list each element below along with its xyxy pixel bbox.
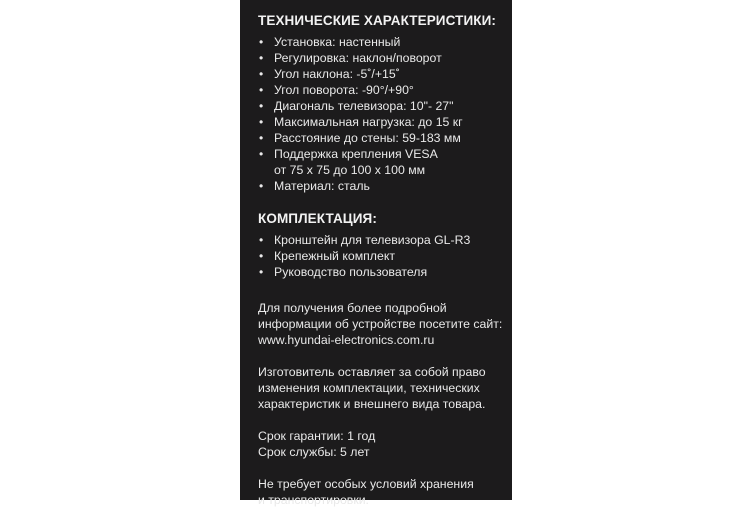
list-item	[258, 178, 512, 194]
service-life: Срок службы: 5 лет	[258, 445, 370, 459]
list-item	[258, 98, 512, 114]
spec-wall-distance: Расстояние до стены: 59-183 мм	[274, 131, 461, 145]
manufacturer-line-1: Изготовитель оставляет за собой право	[258, 365, 486, 379]
package-mounting-kit: Крепежный комплект	[274, 249, 395, 263]
specs-list	[258, 34, 512, 194]
specs-heading: ТЕХНИЧЕСКИЕ ХАРАКТЕРИСТИКИ:	[258, 13, 497, 28]
spec-adjustment: Регулировка: наклон/поворот	[274, 51, 442, 65]
package-heading: КОМПЛЕКТАЦИЯ:	[258, 211, 377, 226]
website-link: www.hyundai-electronics.com.ru	[258, 333, 435, 347]
list-item	[258, 66, 512, 82]
info-line-2: информации об устройстве посетите сайт:	[258, 317, 503, 331]
package-bracket: Кронштейн для телевизора GL-R3	[274, 233, 471, 247]
spec-swivel-angle: Угол поворота: -90°/+90°	[274, 83, 414, 97]
spec-panel	[240, 0, 512, 507]
spec-tilt-angle: Угол наклона: -5˚/+15˚	[274, 67, 400, 81]
manufacturer-line-2: изменения комплектации, технических	[258, 381, 480, 395]
spec-tv-diagonal: Диагональ телевизора: 10"- 27"	[274, 99, 454, 113]
package-list	[258, 232, 512, 280]
list-item	[258, 248, 512, 264]
list-item	[258, 146, 512, 178]
warranty-period: Срок гарантии: 1 год	[258, 429, 376, 443]
list-item	[258, 232, 512, 248]
spec-material: Материал: сталь	[274, 179, 370, 193]
manufacturer-line-3: характеристик и внешнего вида товара.	[258, 397, 486, 411]
storage-line-1: Не требует особых условий хранения	[258, 477, 474, 491]
info-line-1: Для получения более подробной	[258, 301, 447, 315]
list-item	[258, 114, 512, 130]
list-item	[258, 34, 512, 50]
spec-installation: Установка: настенный	[274, 35, 401, 49]
list-item	[258, 130, 512, 146]
storage-line-2: и транспортировки.	[258, 493, 369, 507]
spec-vesa: Поддержка крепления VESA	[274, 147, 438, 161]
list-item	[258, 50, 512, 66]
spec-vesa-range: от 75 х 75 до 100 х 100 мм	[274, 163, 426, 177]
list-item	[258, 82, 512, 98]
package-manual: Руководство пользователя	[274, 265, 428, 279]
list-item	[258, 264, 512, 280]
spec-max-load: Максимальная нагрузка: до 15 кг	[274, 115, 463, 129]
